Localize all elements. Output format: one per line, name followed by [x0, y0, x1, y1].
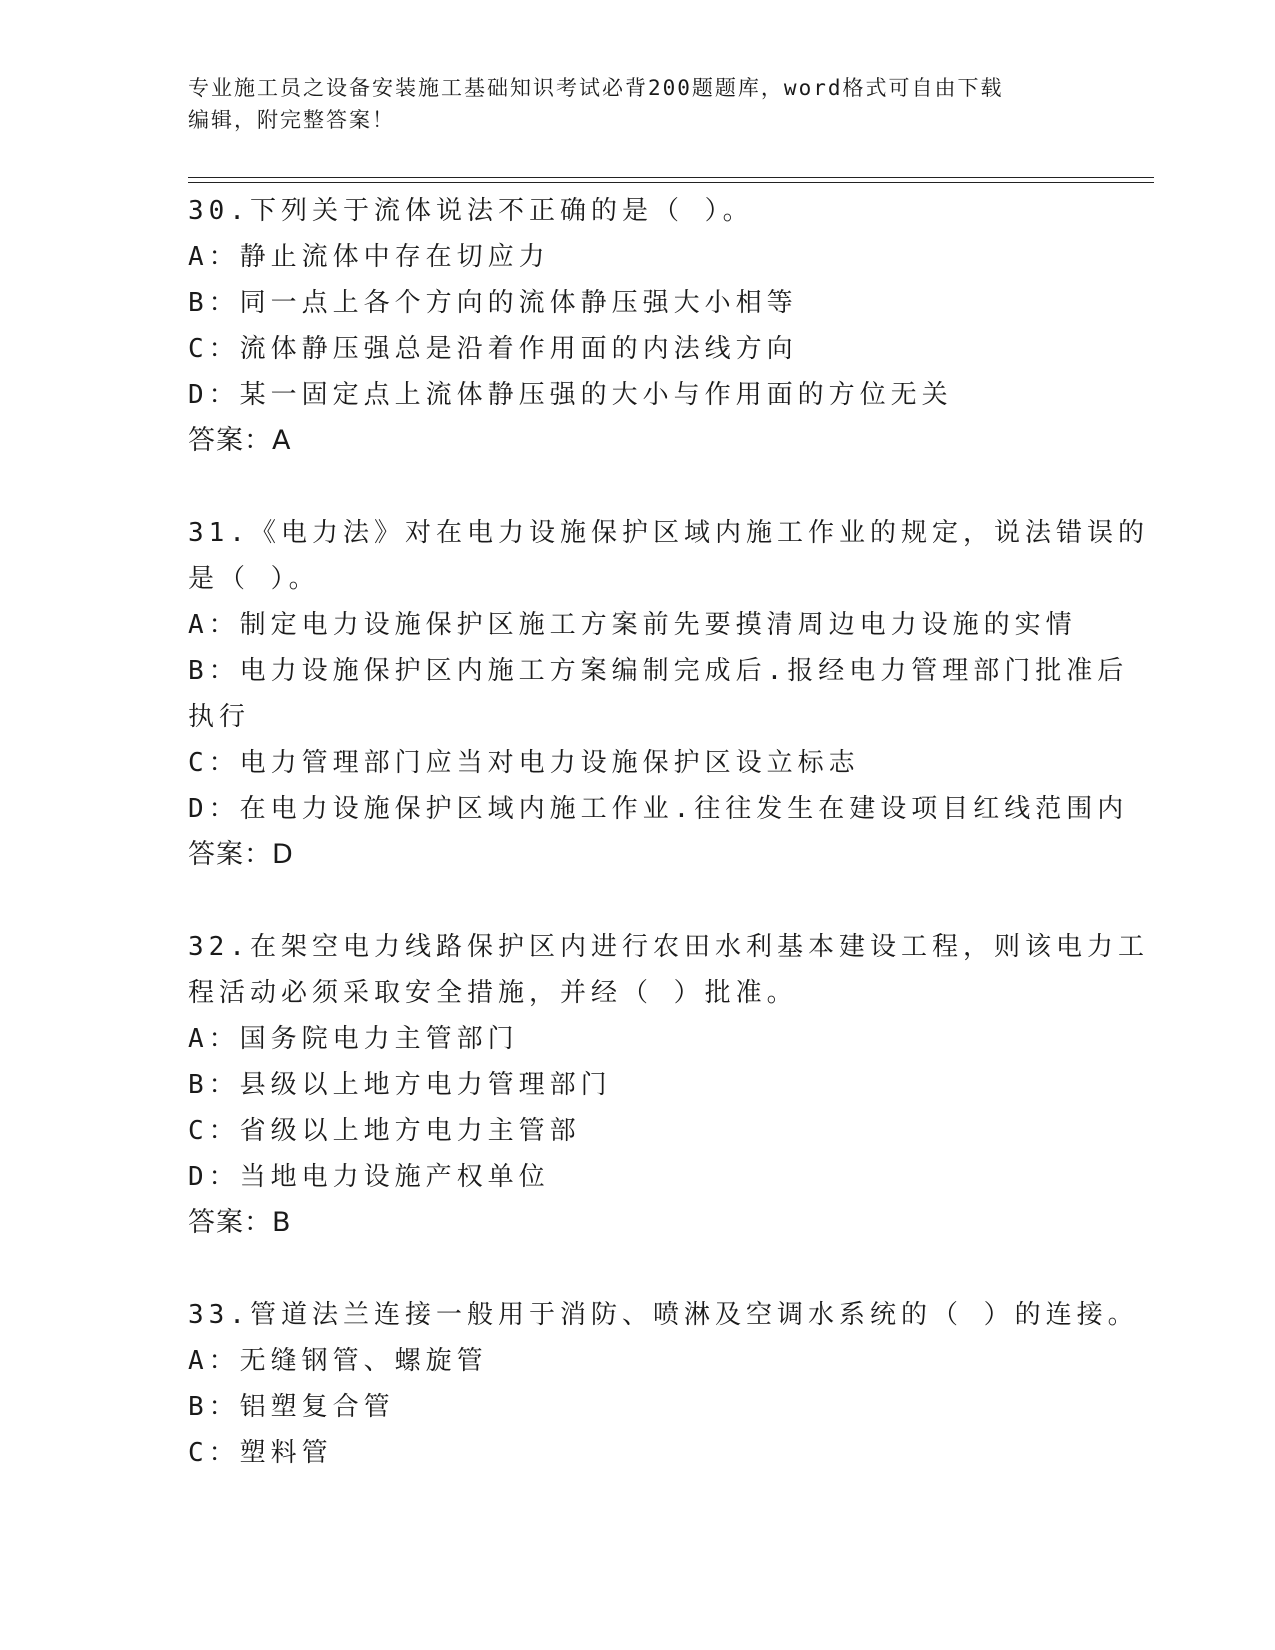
question-item	[188, 1292, 1139, 1476]
answer-key: 答案：A	[188, 425, 292, 456]
answer-option: B：同一点上各个方向的流体静压强大小相等	[188, 288, 798, 318]
answer-option: A：国务院电力主管部门	[188, 1024, 519, 1054]
question-stem: 31.《电力法》对在电力设施保护区域内施工作业的规定，说法错误的	[188, 518, 1149, 548]
question-stem: 33.管道法兰连接一般用于消防、喷淋及空调水系统的（ ）的连接。	[188, 1300, 1139, 1330]
question-stem: 是（ ）。	[188, 564, 320, 594]
header-divider-top	[188, 177, 1154, 178]
question-item	[188, 510, 1149, 924]
answer-option: B：电力设施保护区内施工方案编制完成后.报经电力管理部门批准后	[188, 656, 1129, 686]
question-stem: 32.在架空电力线路保护区内进行农田水利基本建设工程，则该电力工	[188, 932, 1149, 962]
answer-option: 执行	[188, 702, 251, 732]
answer-key: 答案：D	[188, 839, 294, 870]
header-title-line-2: 编辑，附完整答案！	[188, 108, 395, 132]
answer-option: A：制定电力设施保护区施工方案前先要摸清周边电力设施的实情	[188, 610, 1077, 640]
answer-option: A：无缝钢管、螺旋管	[188, 1346, 488, 1376]
question-spacer	[188, 1246, 1088, 1292]
answer-option: D：当地电力设施产权单位	[188, 1162, 550, 1192]
answer-option: B：县级以上地方电力管理部门	[188, 1070, 612, 1100]
question-item	[188, 924, 1149, 1292]
question-stem: 30.下列关于流体说法不正确的是（ ）。	[188, 196, 754, 226]
question-item	[188, 188, 1088, 510]
question-stem: 程活动必须采取安全措施，并经（ ）批准。	[188, 978, 798, 1008]
answer-option: B：铝塑复合管	[188, 1392, 395, 1422]
answer-option: D：在电力设施保护区域内施工作业.往往发生在建设项目红线范围内	[188, 794, 1129, 824]
answer-option: C：流体静压强总是沿着作用面的内法线方向	[188, 334, 798, 364]
answer-key: 答案：B	[188, 1207, 292, 1238]
answer-option: C：省级以上地方电力主管部	[188, 1116, 581, 1146]
answer-option: C：电力管理部门应当对电力设施保护区设立标志	[188, 748, 860, 778]
header-divider-bottom	[188, 182, 1154, 183]
answer-option: C：塑料管	[188, 1438, 333, 1468]
question-spacer	[188, 878, 1088, 924]
question-list	[188, 188, 1149, 1476]
header-title-line-1: 专业施工员之设备安装施工基础知识考试必背200题题库，word格式可自由下载	[188, 76, 1004, 100]
question-spacer	[188, 464, 1088, 510]
answer-option: D：某一固定点上流体静压强的大小与作用面的方位无关	[188, 380, 953, 410]
document-header	[188, 72, 1088, 136]
answer-option: A：静止流体中存在切应力	[188, 242, 550, 272]
